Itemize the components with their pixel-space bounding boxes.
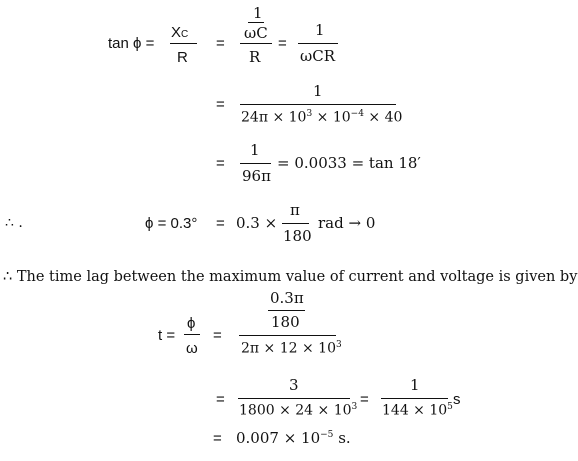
eq2-den: $24\pi \times 10^3 \times 10^{-4} \times 40$ (241, 109, 403, 126)
eq1-frac1-line (170, 43, 197, 44)
eq2-equals: = (216, 96, 225, 113)
eq2-num: 1 (313, 82, 323, 100)
eq1-nested-top: 1 (253, 4, 263, 22)
eq5-nested-top: 0.3π (270, 289, 304, 307)
eq1-lhs: tan ϕ = (108, 35, 155, 52)
eq3-equals: = (216, 155, 225, 172)
eq4-mult: 0.3 × (236, 214, 278, 232)
eq4-frac-line (282, 223, 309, 224)
eq1-nested-line (240, 43, 272, 44)
eq6-den2: $144 \times 10^5$ (382, 402, 453, 419)
eq1-nested-bot: R (249, 48, 261, 66)
eq6-frac2-line (381, 398, 448, 399)
eq5-den: $2\pi \times 12 \times 10^3$ (241, 340, 342, 357)
eq1-equals-2: = (278, 35, 287, 52)
eq7-equals: = (213, 430, 222, 447)
eq3-num: 1 (250, 141, 260, 159)
eq6-num2: 1 (410, 376, 420, 394)
eq1-frac3-den: ωCR (300, 47, 336, 65)
eq6-unit: s (453, 391, 461, 408)
eq1-equals: = (216, 35, 225, 52)
eq5-phi: ϕ (187, 315, 196, 332)
eq4-frac-den: 180 (283, 227, 312, 245)
eq6-equals-2: = (360, 391, 369, 408)
eq3-frac-line (240, 163, 271, 164)
eq6-equals: = (216, 391, 225, 408)
therefore-symbol: ∴ . (5, 215, 23, 231)
eq1-frac3-num: 1 (315, 21, 325, 39)
eq6-den: $1800 \times 24 \times 10^3$ (239, 402, 358, 419)
eq2-frac-line (240, 104, 396, 105)
eq6-frac-line (238, 398, 350, 399)
eq5-phi-omega-line (184, 334, 200, 335)
eq1-frac1-den: R (177, 49, 188, 66)
time-lag-sentence: ∴ The time lag between the maximum value of current and voltage is given by (3, 269, 578, 285)
eq1-frac1-num: XC (171, 24, 189, 41)
eq7-value: $0.007 \times 10^{-5}$ s. (236, 429, 351, 447)
eq1-nested-mid: ωC (244, 24, 268, 42)
eq3-den: 96π (242, 167, 271, 185)
eq1-frac3-line (298, 43, 338, 44)
eq4-frac-num: π (290, 201, 300, 219)
eq1-nested-inner-line (248, 22, 264, 23)
eq5-nested-inner-line (268, 310, 305, 311)
eq5-nested-mid: 180 (271, 313, 300, 331)
eq4-rhs: rad → 0 (318, 214, 376, 232)
eq5-omega: ω (186, 340, 198, 357)
eq5-t: t = (158, 327, 176, 344)
eq4-lhs: ϕ = 0.3° (145, 215, 198, 232)
eq5-frac-line (239, 335, 336, 336)
eq6-num: 3 (289, 376, 299, 394)
eq3-rhs: = 0.0033 = tan 18′ (277, 154, 421, 172)
eq5-equals: = (213, 327, 222, 344)
eq4-equals: = (216, 215, 225, 232)
